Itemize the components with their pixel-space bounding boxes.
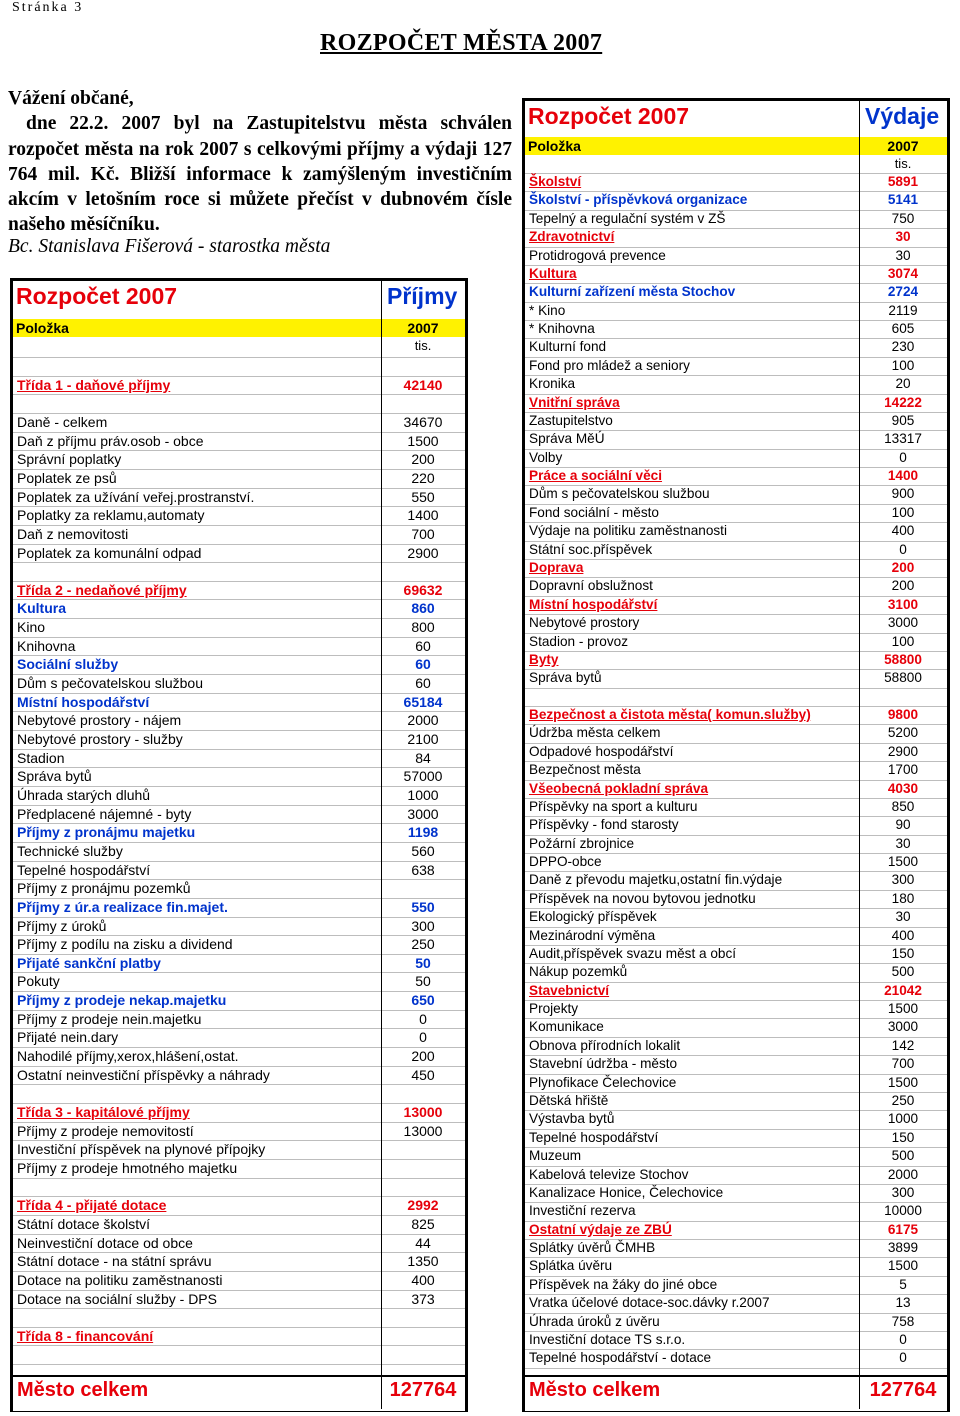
row-label: Investiční rezerva	[529, 1203, 636, 1219]
row-label: Přijaté nein.dary	[17, 1029, 119, 1046]
row-value: 200	[891, 578, 915, 594]
table-kind: Příjmy	[387, 283, 458, 309]
row-value: 0	[899, 449, 907, 465]
row-value: 6175	[887, 1221, 919, 1237]
row-label: Třída 2 - nedaňové příjmy	[17, 581, 187, 598]
row-value: 100	[891, 504, 915, 520]
row-value: 30	[895, 835, 911, 851]
total-value: 127764	[869, 1379, 937, 1401]
header-year: 2007	[407, 320, 439, 336]
row-label: Byty	[529, 651, 559, 667]
row-label: Nebytové prostory - nájem	[17, 712, 182, 729]
row-value: 230	[891, 339, 915, 355]
column-divider	[381, 281, 382, 1409]
row-divider	[525, 688, 947, 689]
row-label: Investiční příspěvek na plynové přípojky	[17, 1141, 266, 1158]
row-value: 21042	[884, 982, 922, 998]
row-value: 250	[891, 1093, 915, 1108]
row-value: 13000	[403, 1104, 443, 1120]
row-value: 450	[411, 1066, 435, 1083]
row-value: 5891	[887, 174, 919, 189]
row-value: 50	[415, 954, 431, 971]
row-label: Tepelný a regulační systém v ZŠ	[529, 210, 726, 226]
row-label: Neinvestiční dotace od obce	[17, 1234, 193, 1251]
row-value: 13000	[403, 1122, 443, 1139]
row-label: Příspěvek na žáky do jiné obce	[529, 1276, 718, 1292]
table-title: Rozpočet 2007	[16, 283, 178, 309]
row-label: Volby	[529, 449, 563, 465]
row-label: Třída 1 - daňové příjmy	[17, 376, 171, 393]
row-label: Státní soc.příspěvek	[529, 541, 653, 557]
row-value: 69632	[403, 581, 443, 598]
row-label: Bezpečnost a čistota města( komun.služby)	[529, 707, 811, 723]
row-value: 2992	[407, 1197, 439, 1214]
row-label: Splátky úvěrů ČMHB	[529, 1240, 656, 1256]
row-value: 60	[415, 637, 431, 654]
intro-text	[8, 86, 512, 238]
row-value: 1500	[887, 1001, 919, 1017]
row-value: 850	[891, 798, 915, 814]
row-value: 2000	[407, 712, 439, 729]
row-label: Správa MěÚ	[529, 431, 605, 447]
row-label: Třída 4 - přijaté dotace	[17, 1197, 167, 1214]
income-table	[10, 278, 468, 1412]
row-value: 3000	[887, 1019, 919, 1035]
document-title: ROZPOČET MĚSTA 2007	[320, 30, 603, 56]
total-value: 127764	[389, 1379, 457, 1401]
row-label: Poplatek za komunální odpad	[17, 544, 202, 561]
row-value: 13	[895, 1295, 911, 1311]
row-label: Stadion	[17, 749, 65, 766]
row-label: Příjmy z podílu na zisku a dividend	[17, 936, 233, 953]
row-label: Tepelné hospodářství - dotace	[529, 1350, 712, 1366]
row-label: Nebytové prostory - služby	[17, 731, 183, 747]
total-label: Město celkem	[529, 1379, 661, 1401]
row-value: 2900	[407, 544, 439, 561]
row-label: Daně - celkem	[17, 413, 108, 430]
row-value: 758	[891, 1313, 915, 1329]
row-value: 860	[411, 600, 435, 617]
row-value: 300	[891, 1184, 915, 1200]
row-value: 2000	[887, 1166, 919, 1182]
row-value: 9800	[887, 707, 919, 723]
row-value: 30	[895, 229, 911, 245]
row-label: Nebytové prostory	[529, 615, 640, 631]
row-label: Ekologický příspěvek	[529, 909, 657, 925]
row-value: 0	[899, 1331, 907, 1347]
row-value: 57000	[403, 768, 443, 785]
row-label: Tepelné hospodářství	[529, 1129, 659, 1145]
row-value: 10000	[884, 1203, 922, 1219]
row-value: 42140	[403, 376, 443, 393]
row-label: Obnova přírodních lokalit	[529, 1037, 681, 1053]
row-value: 3899	[887, 1240, 919, 1256]
header-polozka: Položka	[528, 138, 581, 154]
row-label: Daň z nemovitosti	[17, 525, 129, 542]
row-label: Kultura	[529, 265, 577, 281]
row-value: 142	[891, 1037, 915, 1053]
row-value: 800	[411, 619, 435, 636]
row-value: 20	[895, 376, 911, 392]
row-label: Kulturní fond	[529, 339, 607, 355]
row-value: 65184	[403, 693, 443, 710]
header-year: 2007	[887, 138, 919, 154]
row-label: Příjmy z prodeje nemovitostí	[17, 1122, 194, 1139]
total-label: Město celkem	[17, 1379, 149, 1401]
row-value: 200	[411, 1048, 435, 1065]
row-value: 58800	[884, 651, 922, 667]
row-value: 60	[415, 656, 431, 673]
row-value: 2724	[887, 284, 919, 300]
row-label: Školství	[529, 174, 582, 189]
row-value: 825	[411, 1215, 435, 1232]
greeting: Vážení občané,	[8, 88, 134, 109]
row-label: Poplatek za užívání veřej.prostranství.	[17, 488, 255, 505]
row-value: 1400	[407, 507, 439, 524]
row-value: 500	[891, 1148, 915, 1164]
row-label: Stavební údržba - město	[529, 1056, 678, 1072]
row-label: Kulturní zařízení města Stochov	[529, 284, 736, 300]
row-divider	[13, 357, 465, 358]
row-value: 1500	[887, 1074, 919, 1090]
row-value: 0	[419, 1029, 427, 1046]
row-value: 150	[891, 1129, 915, 1145]
table-kind: Výdaje	[865, 103, 940, 129]
row-value: 400	[891, 927, 915, 943]
row-label: Vratka účelové dotace-soc.dávky r.2007	[529, 1295, 770, 1311]
row-label: Příjmy z prodeje hmotného majetku	[17, 1159, 238, 1176]
row-value: 373	[411, 1290, 435, 1307]
row-label: Příspěvky - fond starosty	[529, 817, 679, 833]
row-label: DPPO-obce	[529, 854, 602, 870]
row-label: Poplatky za reklamu,automaty	[17, 507, 205, 524]
row-label: Muzeum	[529, 1148, 582, 1164]
row-label: Stadion - provoz	[529, 633, 628, 649]
row-value: 220	[411, 469, 435, 486]
row-label: Kabelová televize Stochov	[529, 1166, 689, 1182]
row-value: 30	[895, 909, 911, 925]
row-label: Bezpečnost města	[529, 762, 641, 778]
row-label: Kultura	[17, 600, 66, 617]
row-label: Příjmy z prodeje nekap.majetku	[17, 992, 227, 1009]
row-label: Komunikace	[529, 1019, 604, 1035]
row-label: Místní hospodářství	[529, 596, 658, 612]
row-value: 30	[895, 247, 911, 263]
row-label: Poplatek ze psů	[17, 469, 117, 486]
row-value: 550	[411, 488, 435, 505]
unit-label: tis.	[894, 156, 912, 171]
row-label: Dům s pečovatelskou službou	[17, 675, 203, 692]
row-label: Správa bytů	[529, 670, 602, 686]
row-label: Kino	[17, 619, 46, 636]
row-label: Ostatní výdaje ze ZBÚ	[529, 1221, 672, 1237]
row-value: 3000	[887, 615, 919, 631]
row-value: 3074	[887, 265, 919, 281]
row-value: 550	[411, 898, 435, 915]
row-divider	[13, 1178, 465, 1179]
row-value: 60	[415, 675, 431, 692]
row-label: Úhrada starých dluhů	[17, 786, 151, 803]
row-value: 5141	[887, 192, 919, 208]
row-label: Pokuty	[17, 973, 60, 990]
row-label: Příjmy z pronájmu pozemků	[17, 880, 191, 897]
row-value: 1350	[407, 1253, 439, 1270]
row-value: 1400	[887, 468, 919, 484]
row-label: Vnitřní správa	[529, 394, 620, 410]
row-value: 50	[415, 973, 431, 990]
header-polozka: Položka	[16, 320, 69, 336]
row-label: Stavebnictví	[529, 982, 610, 998]
row-label: Nákup pozemků	[529, 964, 628, 980]
row-label: Předplacené nájemné - byty	[17, 805, 192, 822]
row-label: Státní dotace školství	[17, 1215, 151, 1232]
row-label: Splátka úvěru	[529, 1258, 613, 1274]
row-value: 0	[899, 1350, 907, 1366]
row-value: 560	[411, 842, 435, 859]
row-value: 400	[891, 523, 915, 539]
row-value: 100	[891, 633, 915, 649]
row-label: Zastupitelstvo	[529, 412, 613, 428]
row-value: 900	[891, 486, 915, 502]
row-value: 250	[411, 936, 435, 953]
row-label: Dům s pečovatelskou službou	[529, 486, 710, 502]
row-label: Fond sociální - město	[529, 504, 659, 520]
row-label: Daň z příjmu práv.osob - obce	[17, 432, 204, 449]
row-label: Doprava	[529, 559, 584, 575]
row-label: Příjmy z pronájmu majetku	[17, 824, 196, 841]
row-label: Třída 8 - financování	[17, 1327, 154, 1344]
row-value: 5200	[887, 725, 919, 741]
row-value: 700	[411, 525, 435, 542]
row-label: Sociální služby	[17, 656, 119, 673]
row-label: Výdaje na politiku zaměstnanosti	[529, 523, 727, 539]
row-label: Správa bytů	[17, 768, 92, 785]
row-value: 650	[411, 992, 435, 1009]
row-value: 180	[891, 890, 915, 906]
row-label: Údržba města celkem	[529, 725, 661, 741]
row-label: Knihovna	[17, 637, 76, 654]
row-value: 1700	[887, 762, 919, 778]
row-value: 44	[415, 1234, 431, 1251]
row-label: Státní dotace - na státní správu	[17, 1253, 212, 1270]
row-label: Školství - příspěvková organizace	[529, 192, 748, 208]
row-label: Příspěvky na sport a kulturu	[529, 798, 698, 814]
row-value: 14222	[884, 394, 922, 410]
row-divider	[13, 394, 465, 395]
row-value: 5	[899, 1276, 907, 1292]
row-value: 700	[891, 1056, 915, 1072]
row-value: 1500	[887, 1258, 919, 1274]
row-label: Dětská hřiště	[529, 1093, 609, 1108]
row-label: Dopravní obslužnost	[529, 578, 653, 594]
row-label: * Knihovna	[529, 321, 595, 337]
column-divider	[859, 1375, 860, 1409]
row-value: 13317	[884, 431, 922, 447]
row-label: Třída 3 - kapitálové příjmy	[17, 1104, 190, 1120]
row-label: Mezinárodní výměna	[529, 927, 656, 943]
signature: Bc. Stanislava Fišerová - starostka města	[8, 236, 331, 257]
row-value: 500	[891, 964, 915, 980]
row-divider	[13, 1345, 465, 1346]
row-value: 905	[891, 412, 915, 428]
unit-label: tis.	[414, 338, 432, 353]
row-value: 34670	[403, 413, 443, 430]
row-label: Fond pro mládež a seniory	[529, 357, 690, 373]
row-value: 0	[419, 1010, 427, 1027]
row-label: Místní hospodářství	[17, 693, 150, 710]
row-value: 400	[411, 1271, 435, 1288]
row-value: 1500	[407, 432, 439, 449]
row-label: Úhrada úroků z úvěru	[529, 1313, 660, 1329]
expense-table	[522, 98, 950, 1412]
row-label: Ostatní neinvestiční příspěvky a náhrady	[17, 1066, 270, 1083]
row-label: Tepelné hospodářství	[17, 861, 151, 878]
row-label: Příspěvek na novou bytovou jednotku	[529, 890, 756, 906]
table-title: Rozpočet 2007	[528, 103, 690, 129]
row-value: 100	[891, 357, 915, 373]
row-value: 1000	[407, 786, 439, 803]
row-value: 1000	[887, 1111, 919, 1127]
row-value: 0	[899, 541, 907, 557]
row-value: 3100	[887, 596, 919, 612]
row-label: Kanalizace Honice, Čelechovice	[529, 1184, 724, 1200]
row-value: 58800	[884, 670, 922, 686]
row-label: * Kino	[529, 302, 566, 318]
row-value: 200	[411, 451, 435, 468]
row-value: 1500	[887, 854, 919, 870]
row-label: Projekty	[529, 1001, 579, 1017]
row-value: 300	[891, 872, 915, 888]
row-divider	[13, 1364, 465, 1365]
row-value: 200	[891, 559, 915, 575]
column-divider	[381, 1375, 382, 1409]
row-value: 750	[891, 210, 915, 226]
row-label: Dotace na politiku zaměstnanosti	[17, 1271, 223, 1288]
row-label: Plynofikace Čelechovice	[529, 1074, 677, 1090]
row-label: Odpadové hospodářství	[529, 743, 674, 759]
row-value: 300	[411, 917, 435, 934]
row-value: 2119	[888, 302, 918, 318]
row-value: 90	[895, 817, 911, 833]
row-value: 3000	[407, 805, 439, 822]
row-value: 605	[891, 321, 915, 337]
row-label: Příjmy z prodeje nein.majetku	[17, 1010, 202, 1027]
row-label: Nahodilé příjmy,xerox,hlášení,ostat.	[17, 1048, 239, 1065]
row-label: Požární zbrojnice	[529, 835, 635, 851]
row-label: Zdravotnictví	[529, 229, 615, 245]
row-divider	[13, 1084, 465, 1085]
row-label: Investiční dotace TS s.r.o.	[529, 1331, 686, 1347]
row-value: 638	[411, 861, 435, 878]
row-divider	[13, 1308, 465, 1309]
row-label: Kronika	[529, 376, 576, 392]
row-label: Příjmy z úr.a realizace fin.majet.	[17, 898, 228, 915]
row-label: Příjmy z úroků	[17, 917, 107, 934]
intro-paragraph: dne 22.2. 2007 byl na Zastupitelstvu města schválen rozpočet města na rok 2007 s celkovými příjmy a výdaji 127 764 mil. Kč. Bližší informace k zamýšleným investičním akcím v letošním roce si můžete přečíst v dubnovém čísle našeho měsíčníku.	[8, 113, 512, 236]
row-label: Výstavba bytů	[529, 1111, 615, 1127]
row-divider	[525, 1368, 947, 1369]
column-divider	[859, 101, 860, 1409]
row-divider	[13, 562, 465, 563]
row-value: 1198	[407, 824, 439, 841]
row-label: Práce a sociální věci	[529, 468, 663, 484]
row-value: 4030	[887, 780, 919, 796]
row-label: Přijaté sankční platby	[17, 954, 161, 971]
row-label: Správní poplatky	[17, 451, 122, 468]
row-label: Všeobecná pokladní správa	[529, 780, 709, 796]
row-value: 2900	[887, 743, 919, 759]
row-label: Technické služby	[17, 842, 123, 859]
row-label: Audit,příspěvek svazu měst a obcí	[529, 945, 737, 961]
row-value: 2100	[407, 731, 439, 747]
row-label: Daně z převodu majetku,ostatní fin.výdaje	[529, 872, 783, 888]
row-label: Protidrogová prevence	[529, 247, 666, 263]
row-value: 84	[415, 749, 431, 766]
row-label: Dotace na sociální služby - DPS	[17, 1290, 217, 1307]
row-value: 150	[891, 945, 915, 961]
page-number: Stránka 3	[12, 0, 84, 15]
